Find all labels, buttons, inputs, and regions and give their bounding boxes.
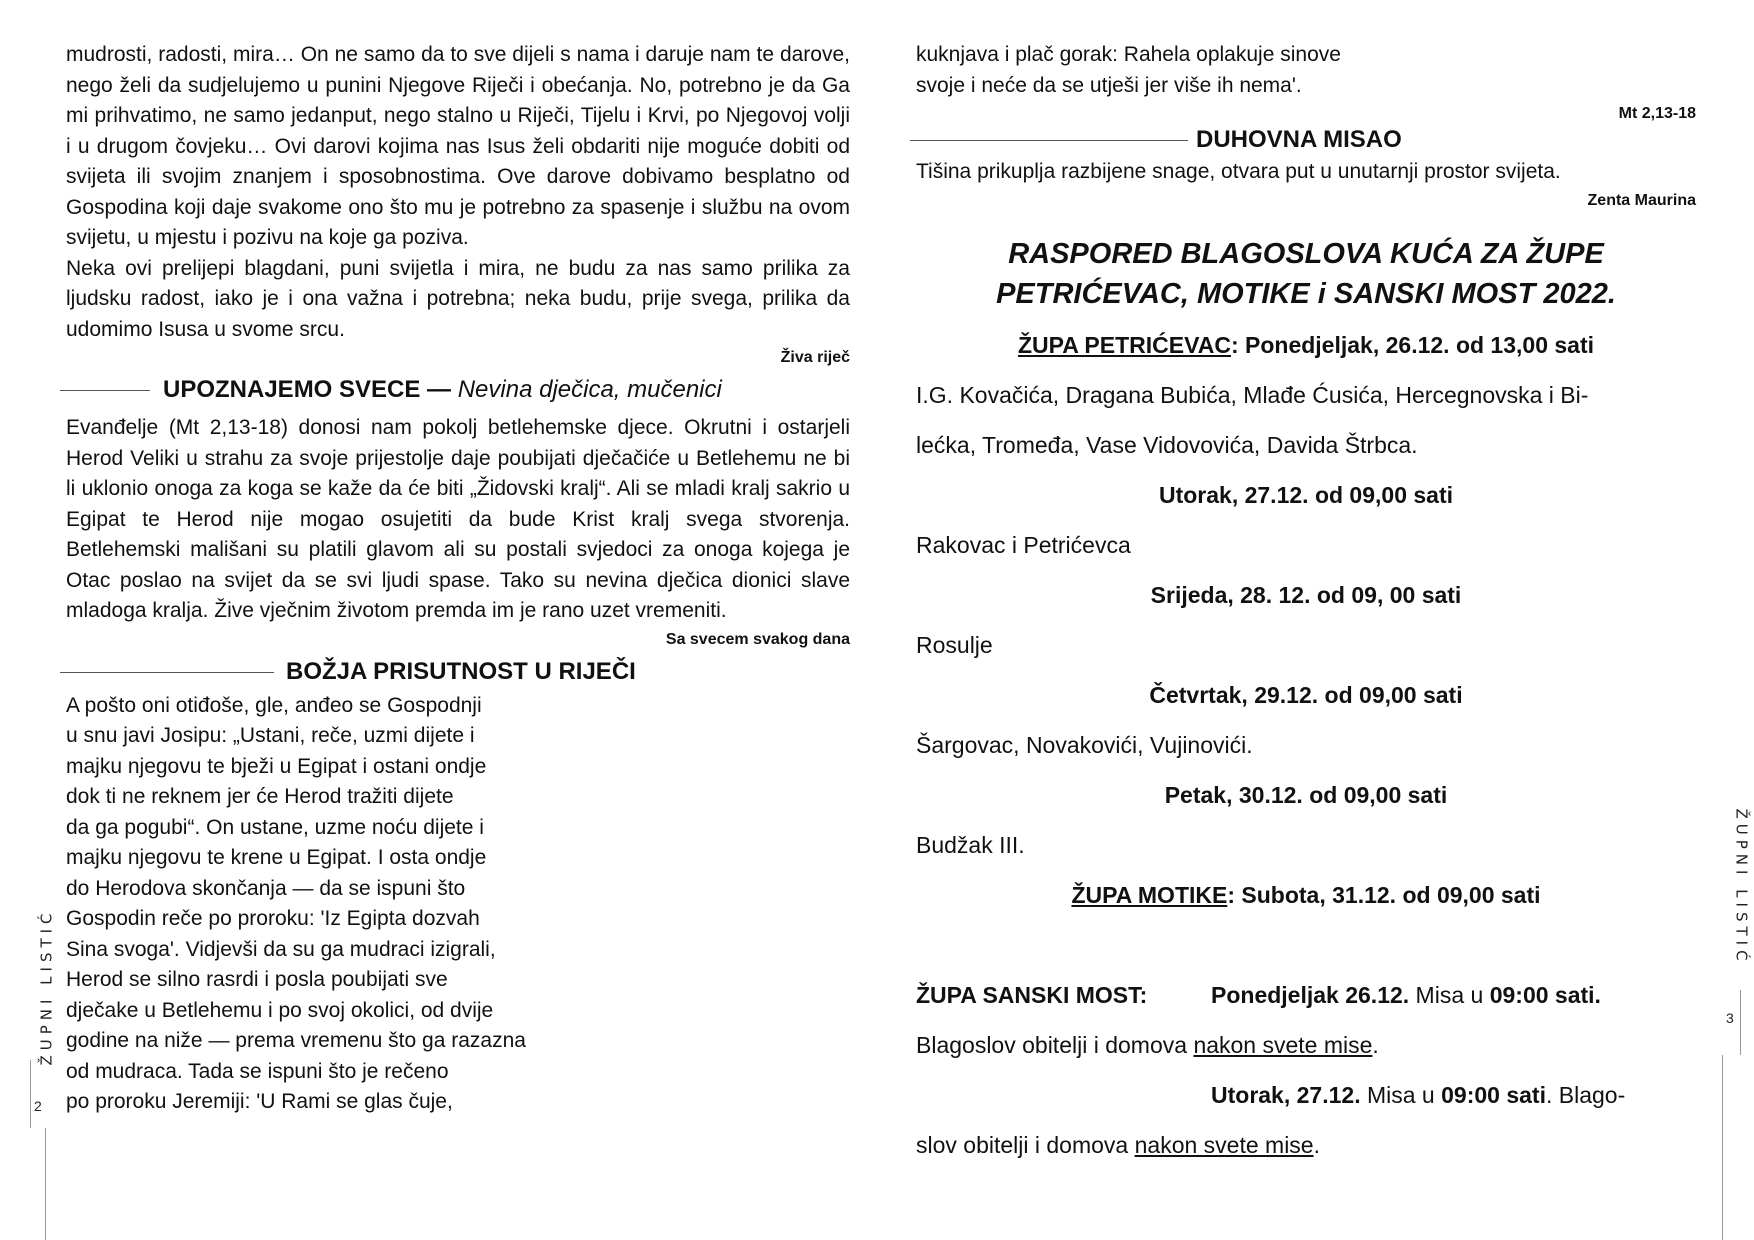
thought-text: Tišina prikuplja razbijene snage, otvara put u unutarnji prostor svijeta. — [916, 160, 1561, 183]
word-line: od mudraca. Tada se ispuni što je rečeno — [66, 1059, 449, 1083]
motike-date: : Subota, 31.12. od 09,00 sati — [1227, 881, 1541, 908]
petricevac-first-date: : Ponedjeljak, 26.12. od 13,00 sati — [1230, 331, 1595, 358]
thought-heading-title: DUHOVNA MISAO — [1196, 126, 1402, 153]
saints-heading-title: UPOZNAJEMO SVECE — — [163, 376, 452, 403]
petricevac-heading — [916, 320, 1696, 370]
saints-text: Evanđelje (Mt 2,13-18) donosi nam pokolj betlehemske djece. Okrutni i ostarjeli Herod Veliki u strahu za svoje prijestolje daje poubijati dječačiće u Betlehemu ne bi li uklonio onoga za koga se kaže da će biti „Židovski kralj“. Ali se mladi kralj sakrio u Egipat te Herod nije mogao osujetiti da bude Krist kralj svega stvorenja. Betlehemski mališani su platili glavom ali su postali svjedoci za onoga kojega je Otac poslao na svijet da se svi ljudi spase. Tako su nevina dječica dionici slave mladoga kralja. Žive vječnim životom premda im je rano uzet vremeniti. — [66, 416, 850, 622]
thought-source: Zenta Maurina — [1587, 191, 1696, 209]
saints-heading-subtitle: Nevina dječica, mučenici — [457, 376, 722, 403]
sanski-monday-day: Ponedjeljak 26.12. — [1211, 981, 1410, 1008]
motike-label: ŽUPA MOTIKE — [1071, 881, 1228, 908]
word-continuation — [916, 40, 1696, 101]
right-page — [916, 40, 1696, 1170]
sanski-blessing — [916, 1120, 1696, 1170]
left-margin-rule — [30, 1060, 31, 1128]
left-margin-rule — [45, 1128, 46, 1240]
word-line: Herod se silno rasrdi i posla poubijati sve — [66, 968, 448, 991]
sanski-monday-mass: Misa u — [1409, 981, 1490, 1008]
schedule-day: Četvrtak, 29.12. od 09,00 sati — [1149, 681, 1463, 708]
petricevac-label: ŽUPA PETRIĆEVAC — [1017, 331, 1231, 358]
word-line: Sina svoga'. Vidjevši da su ga mudraci izigrali, — [66, 937, 496, 961]
page-number: 2 — [34, 1098, 42, 1114]
word-line: godine na niže — prema vremenu što ga razazna — [66, 1029, 526, 1052]
side-label: ŽUPNI LISTIĆ — [37, 908, 56, 1066]
word-line: dok ti ne reknem jer će Herod tražiti dijete — [66, 785, 454, 808]
schedule-day: Utorak, 27.12. od 09,00 sati — [1158, 481, 1454, 508]
word-line: svoje i neće da se utješi jer više ih nema'. — [916, 73, 1302, 97]
right-margin-rule — [1740, 990, 1741, 1055]
schedule-places: Rakovac i Petrićevca — [916, 531, 1131, 558]
side-label: ŽUPNI LISTIĆ — [1732, 808, 1751, 966]
word-line: A pošto oni otiđoše, gle, anđeo se Gospodnji — [66, 693, 482, 717]
blessing-end: . — [1372, 1031, 1379, 1058]
sanski-monday — [916, 970, 1696, 1020]
blessing-after-mass: nakon svete mise — [1134, 1131, 1314, 1158]
intro-paragraph: Neka ovi prelijepi blagdani, puni svijetla i mira, ne budu za nas samo prilika za ljudsku radost, iako je i ona važna i potrebna; neka budu, prije svega, prilika da udomimo Isusa u svome srcu. — [66, 256, 850, 341]
sanski-tuesday-day: Utorak, 27.12. — [1211, 1081, 1361, 1108]
word-line: dječake u Betlehemu i po svoj okolici, od dvije — [66, 998, 494, 1022]
sanski-tuesday-mass: Misa u — [1360, 1081, 1442, 1108]
schedule-day: Petak, 30.12. od 09,00 sati — [1164, 781, 1448, 808]
thought-section-heading — [916, 123, 1696, 157]
schedule-title: PETRIĆEVAC, MOTIKE i SANSKI MOST 2022. — [996, 277, 1616, 310]
schedule-places: lećka, Tromeđa, Vase Vidovovića, Davida Štrbca. — [916, 431, 1418, 458]
schedule-places: Budžak III. — [916, 831, 1025, 858]
heading-rule — [60, 390, 150, 391]
sanski-tuesday — [916, 1070, 1696, 1120]
motike-heading — [916, 870, 1696, 920]
heading-rule — [60, 672, 274, 673]
intro-paragraph: mudrosti, radosti, mira… On ne samo da to sve dijeli s nama i daruje nam te darove, nego želi da sudjelujemo u punini Njegove Riječi i obećanja. No, potrebno je da Ga mi prihvatimo, ne samo jedanput, nego stalno u Riječi, Tijelu i Krvi, po Njegovoj volji i u drugom čovjeku… Ovi darovi kojima nas Isus želi obdariti nije moguće dobiti od svijeta ili svojim znanjem i sposobnostima. Ove darove dobivamo besplatno od Gospodina koji daje svakome ono što mu je potrebno za spasenje i službu na ovom svijetu, u mjestu i pozivu na koje ga poziva. — [66, 43, 850, 249]
word-line: kuknjava i plač gorak: Rahela oplakuje sinove — [916, 43, 1341, 66]
saints-source: Sa svecem svakog dana — [665, 630, 850, 648]
word-text — [66, 691, 850, 1118]
blessing-prefix: slov obitelji i domova — [916, 1131, 1135, 1158]
right-margin-rule — [1722, 1055, 1723, 1240]
schedule-day: Srijeda, 28. 12. od 09, 00 sati — [1150, 581, 1462, 608]
word-line: do Herodova skončanja — da se ispuni što — [66, 876, 466, 900]
intro-source: Živa riječ — [780, 349, 850, 366]
blessing-prefix: Blagoslov obitelji i domova — [916, 1031, 1194, 1058]
schedule-places: I.G. Kovačića, Dragana Bubića, Mlađe Ćusića, Hercegnovska i Bi- — [916, 381, 1589, 408]
heading-rule — [910, 140, 1188, 141]
sanski-label: ŽUPA SANSKI MOST: — [916, 981, 1148, 1008]
schedule-places: Rosulje — [916, 631, 993, 658]
sanski-tuesday-after: . Blago- — [1545, 1081, 1626, 1108]
sanski-tuesday-time: 09:00 sati — [1441, 1081, 1546, 1108]
word-line: da ga pogubi“. On ustane, uzme noću dijete i — [66, 815, 484, 839]
word-line: majku njegovu te krene u Egipat. I osta ondje — [66, 846, 487, 869]
blessing-end: . — [1313, 1131, 1320, 1158]
word-source: Mt 2,13-18 — [1618, 105, 1696, 122]
schedule-places: Šargovac, Novakovići, Vujinovići. — [916, 731, 1253, 758]
word-line: u snu javi Josipu: „Ustani, reče, uzmi dijete i — [66, 724, 475, 747]
sanski-blessing — [916, 1020, 1696, 1070]
sanski-monday-time: 09:00 sati. — [1489, 981, 1601, 1008]
schedule-title: RASPORED BLAGOSLOVA KUĆA ZA ŽUPE — [1008, 237, 1604, 270]
blessing-after-mass: nakon svete mise — [1193, 1031, 1373, 1058]
word-line: Gospodin reče po proroku: 'Iz Egipta dozvah — [66, 907, 480, 930]
word-section-heading — [66, 655, 850, 689]
word-line: majku njegovu te bježi u Egipat i ostani ondje — [66, 754, 487, 778]
word-heading-title: BOŽJA PRISUTNOST U RIJEČI — [286, 657, 636, 685]
left-page — [66, 40, 850, 1118]
word-line: po proroku Jeremiji: 'U Rami se glas čuje, — [66, 1090, 453, 1113]
page-number: 3 — [1726, 1010, 1734, 1026]
saints-section-heading — [66, 373, 850, 407]
